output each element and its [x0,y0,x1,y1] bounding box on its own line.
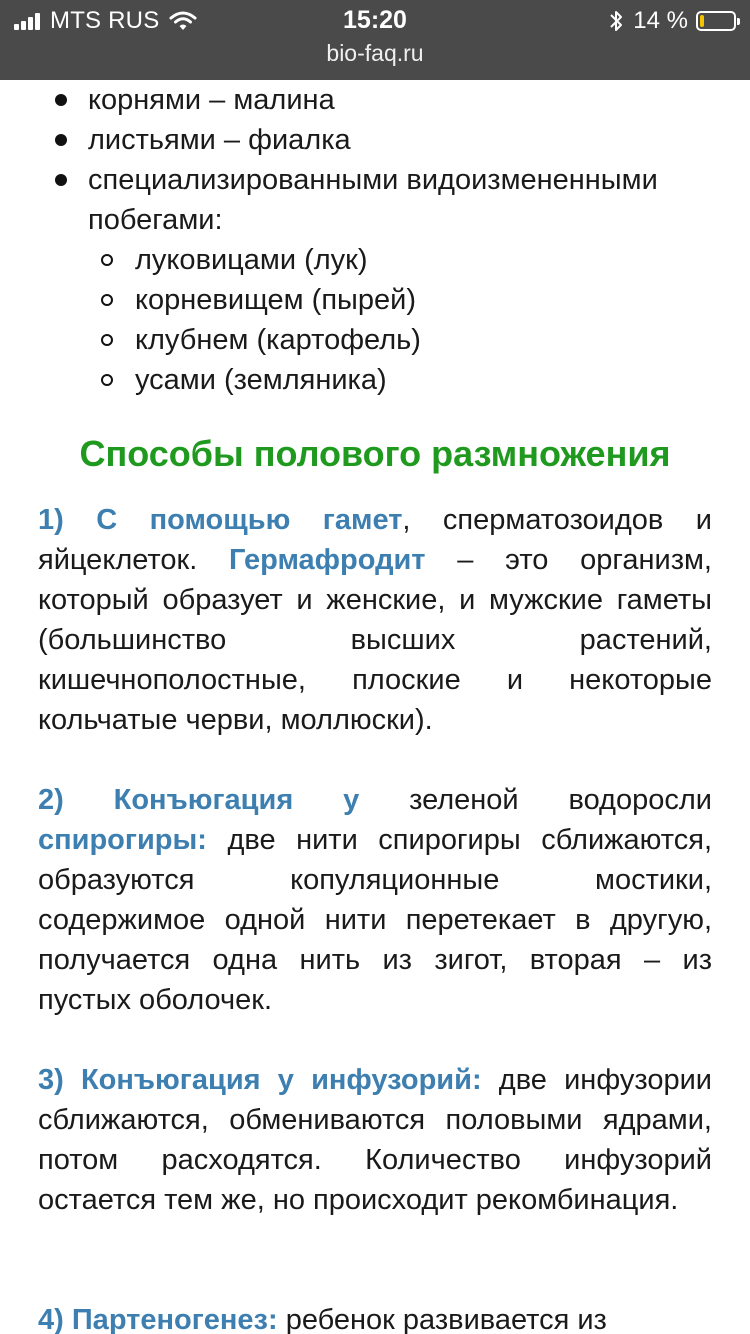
highlight-term: Гермафродит [229,544,426,576]
status-right [609,8,736,34]
battery-level [700,15,704,27]
bullet-icon [55,134,67,146]
paragraph-conjugation-infusoria [38,1060,712,1220]
sublist-item [88,320,750,360]
paragraph-text: ребенок развивается из [277,1304,607,1334]
list-item-text: корнями – малина [88,84,335,116]
sublist-item [88,360,750,400]
paragraph-text: зеленой водоросли [359,784,712,816]
list-item [0,120,750,160]
paragraph-text: , сперматозоидов и яйцеклеток. [38,504,712,576]
status-time: 15:20 [343,6,407,34]
paragraph-conjugation-spirogyra [38,780,712,1020]
paragraph-text: две инфузории сближаются, обмениваются половыми ядрами, потом расходятся. Количество инфузорий остается тем же, но происходит рекомбинация. [38,1064,712,1216]
sublist-item-text: усами (земляника) [135,364,387,396]
sublist [88,240,750,400]
highlight-term: 4) Партеногенез: [38,1304,278,1334]
bullet-icon [55,94,67,106]
sublist-item-text: луковицами (лук) [135,244,368,276]
article-content [0,80,750,1334]
browser-top-bar [0,0,750,80]
circle-bullet-icon [101,294,113,306]
highlight-term: спирогиры: [38,824,207,856]
address-bar-url[interactable]: bio-faq.ru [326,40,424,66]
sublist-item-text: клубнем (картофель) [135,324,421,356]
list-item-text: специализированными видоизмененными побегами: [88,164,658,236]
highlight-term: 1) С помощью гамет [38,504,403,536]
list-item [0,160,750,400]
sublist-item [88,240,750,280]
list-item-text: листьями – фиалка [88,124,351,156]
battery-icon [696,11,736,31]
sublist-item [88,280,750,320]
paragraph-text: – это организм, который образует и женские, и мужские гаметы (большинство высших растений, кишечнополостные, плоские и некоторые кольчатые черви, моллюски). [38,544,712,736]
propagation-list [0,80,750,400]
paragraph-parthenogenesis [38,1300,712,1334]
highlight-term: 3) Конъюгация у инфузорий: [38,1064,482,1096]
circle-bullet-icon [101,254,113,266]
bluetooth-icon [609,9,623,33]
circle-bullet-icon [101,374,113,386]
section-heading: Способы полового размножения [79,433,671,474]
highlight-term: 2) Конъюгация у [38,784,360,816]
sublist-item-text: корневищем (пырей) [135,284,416,316]
battery-percent: 14 % [633,7,688,34]
list-item [0,80,750,120]
paragraph-gametes [38,500,712,740]
paragraph-text: две нити спирогиры сближаются, образуются копуляционные мостики, содержимое одной нити перетекает в другую, получается одна нить из зигот, вторая – из пустых оболочек. [38,824,712,1016]
carrier-name: MTS RUS [50,7,160,34]
bullet-icon [55,174,67,186]
circle-bullet-icon [101,334,113,346]
